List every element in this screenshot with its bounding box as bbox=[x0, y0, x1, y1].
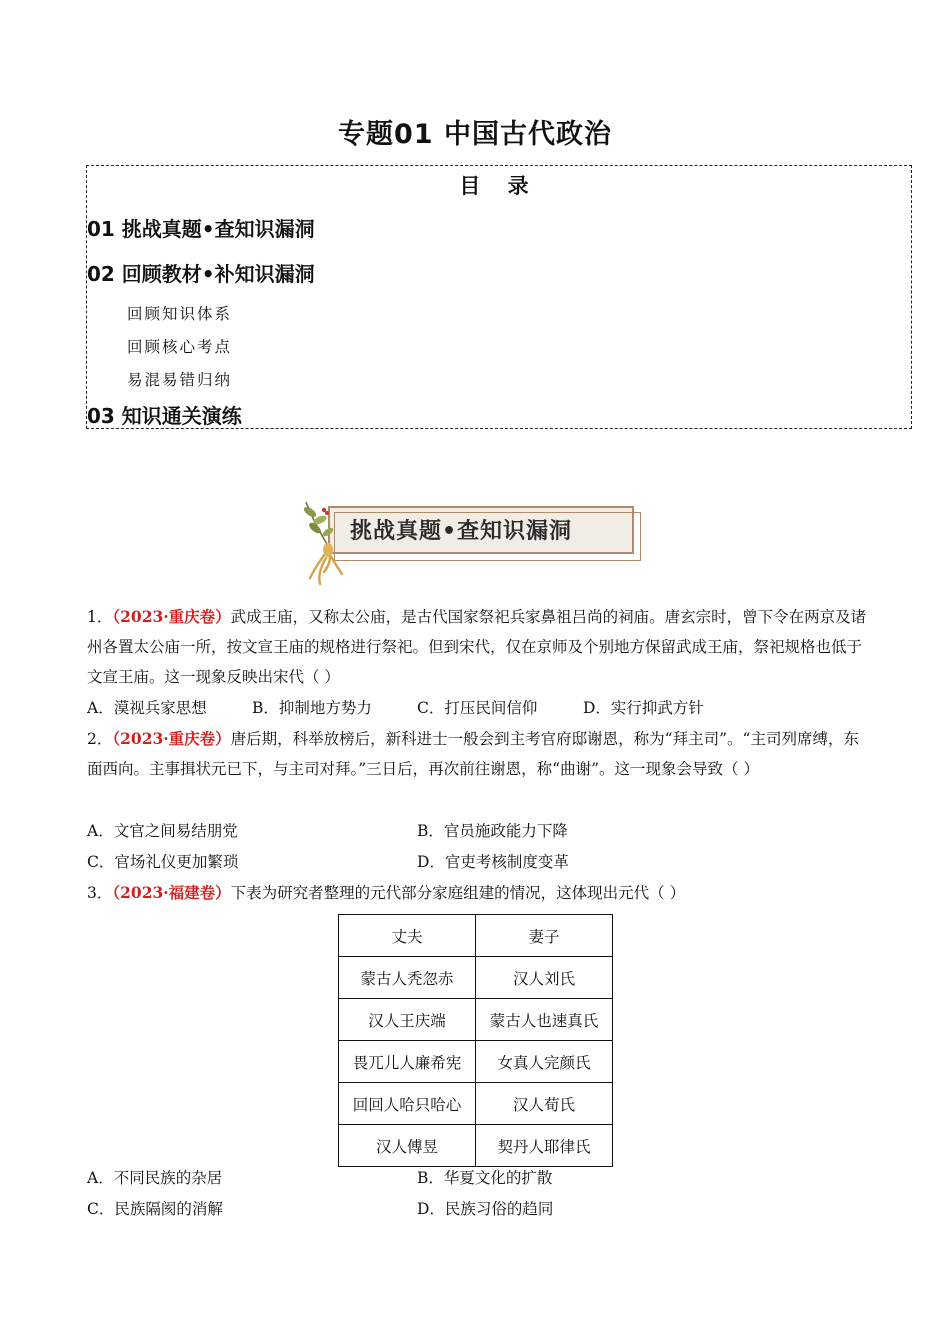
q1-option-d[interactable]: D．实行抑武方针 bbox=[583, 699, 704, 717]
banner-label: 挑战真题•查知识漏洞 bbox=[350, 519, 573, 544]
page-title: 专题01 中国古代政治 bbox=[338, 119, 612, 150]
question-stem: 唐后期，科举放榜后，新科进士一般会到主考官府邸谢恩，称为“拜主司”。“主司列席缚，东面西向。主事揖状元已下，与主司对拜。”三日后，再次前往谢恩，称“曲谢”。这一现象会导致（ ） bbox=[87, 730, 859, 778]
q2-option-d[interactable]: D．官吏考核制度变革 bbox=[417, 853, 569, 871]
section-banner bbox=[298, 498, 638, 588]
table-cell: 汉人傅昱 bbox=[339, 1125, 476, 1167]
question-number: 3． bbox=[87, 884, 113, 902]
toc-subitem-knowledge-system[interactable]: 回顾知识体系 bbox=[127, 305, 233, 323]
q2-option-c[interactable]: C．官场礼仪更加繁琐 bbox=[87, 853, 239, 871]
ginseng-plant-icon bbox=[298, 498, 358, 588]
q1-option-c[interactable]: C．打压民间信仰 bbox=[417, 699, 538, 717]
question-number: 2． bbox=[87, 730, 113, 748]
table-cell: 女真人完颜氏 bbox=[476, 1041, 613, 1083]
table-cell: 汉人刘氏 bbox=[476, 957, 613, 999]
table-header-wife: 妻子 bbox=[476, 915, 613, 957]
table-cell: 蒙古人也速真氏 bbox=[476, 999, 613, 1041]
marriage-table bbox=[338, 914, 613, 1167]
toc-subitem-core-points[interactable]: 回顾核心考点 bbox=[127, 338, 233, 356]
table-cell: 汉人荀氏 bbox=[476, 1083, 613, 1125]
table-cell: 畏兀儿人廉希宪 bbox=[339, 1041, 476, 1083]
table-row bbox=[339, 999, 613, 1041]
toc-section-01[interactable]: 01 挑战真题•查知识漏洞 bbox=[87, 217, 315, 241]
table-row bbox=[339, 1041, 613, 1083]
q2-option-b[interactable]: B．官员施政能力下降 bbox=[417, 822, 568, 840]
question-2 bbox=[87, 724, 867, 784]
table-row bbox=[339, 1083, 613, 1125]
q3-option-a[interactable]: A．不同民族的杂居 bbox=[87, 1169, 223, 1187]
q3-option-d[interactable]: D．民族习俗的趋同 bbox=[417, 1200, 554, 1218]
q3-option-c[interactable]: C．民族隔阂的消解 bbox=[87, 1200, 223, 1218]
q1-option-a[interactable]: A．漠视兵家思想 bbox=[87, 699, 207, 717]
table-header-husband: 丈夫 bbox=[339, 915, 476, 957]
toc-section-02[interactable]: 02 回顾教材•补知识漏洞 bbox=[87, 262, 315, 286]
q2-option-a[interactable]: A．文官之间易结朋党 bbox=[87, 822, 238, 840]
toc-subitem-common-errors[interactable]: 易混易错归纳 bbox=[127, 371, 233, 389]
toc-section-03[interactable]: 03 知识通关演练 bbox=[87, 404, 242, 428]
table-of-contents bbox=[86, 165, 912, 429]
toc-heading: 目 录 bbox=[459, 174, 539, 198]
question-source: （2023·重庆卷） bbox=[112, 729, 231, 748]
q1-option-b[interactable]: B．抑制地方势力 bbox=[252, 699, 372, 717]
table-row bbox=[339, 957, 613, 999]
question-number: 1． bbox=[87, 608, 113, 626]
table-header-row bbox=[339, 915, 613, 957]
table-cell: 回回人哈只哈心 bbox=[339, 1083, 476, 1125]
table-cell: 汉人王庆端 bbox=[339, 999, 476, 1041]
question-3 bbox=[87, 878, 867, 908]
table-row bbox=[339, 1125, 613, 1167]
table-cell: 蒙古人秃忽赤 bbox=[339, 957, 476, 999]
question-stem: 下表为研究者整理的元代部分家庭组建的情况，这体现出元代（ ） bbox=[230, 884, 686, 902]
q3-option-b[interactable]: B．华夏文化的扩散 bbox=[417, 1169, 553, 1187]
question-source: （2023·重庆卷） bbox=[112, 607, 231, 626]
question-1 bbox=[87, 602, 867, 692]
table-cell: 契丹人耶律氏 bbox=[476, 1125, 613, 1167]
question-stem: 武成王庙，又称太公庙，是古代国家祭祀兵家鼻祖吕尚的祠庙。唐玄宗时，曾下令在两京及诸州各置太公庙一所，按文宣王庙的规格进行祭祀。但到宋代，仅在京师及个别地方保留武成王庙，祭祀规格也低于文宣王庙。这一现象反映出宋代（ ） bbox=[87, 608, 867, 686]
question-source: （2023·福建卷） bbox=[112, 883, 231, 902]
